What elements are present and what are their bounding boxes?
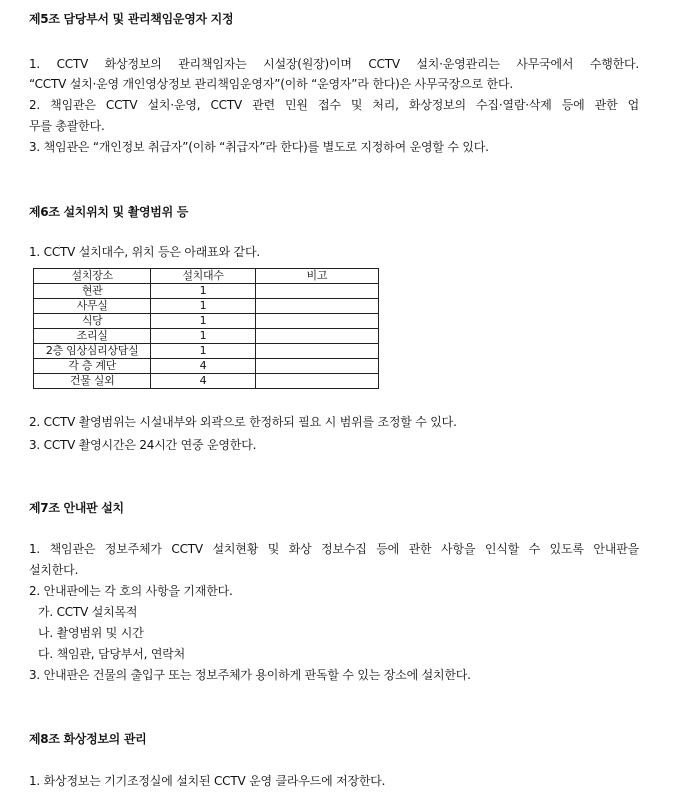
article-8-title: 제8조 화상정보의 관리: [29, 732, 147, 746]
article-8-line-1: 1. 화상정보는 기기조정실에 설치된 CCTV 운영 클라우드에 저장한다.: [29, 774, 386, 788]
cctv-location-table: [33, 268, 379, 389]
table-header-row: [34, 269, 379, 284]
table-cell-count: 1: [151, 284, 255, 299]
table-cell-note: [255, 374, 378, 389]
article-7-item-ga: 가. CCTV 설치목적: [38, 605, 138, 619]
table-cell-location: 사무실: [34, 299, 151, 314]
article-7-line-4: 3. 안내판은 건물의 출입구 또는 정보주체가 용이하게 판독할 수 있는 장소에 설치한다.: [29, 668, 471, 682]
table-cell-location: 조리실: [34, 329, 151, 344]
article-7-item-na: 나. 촬영범위 및 시간: [38, 626, 144, 640]
article-7-line-1: 1. 책임관은 정보주체가 CCTV 설치현황 및 화상 정보수집 등에 관한 사항을 인식할 수 있도록 안내판을: [29, 542, 639, 556]
article-6-title: 제6조 설치위치 및 촬영범위 등: [29, 205, 189, 219]
table-header-note: 비고: [255, 269, 378, 284]
article-5-line-5: 3. 책임관은 “개인정보 취급자”(이하 “취급자”라 한다)를 별도로 지정하여 운영할 수 있다.: [29, 140, 489, 154]
table-cell-count: 4: [151, 374, 255, 389]
table-cell-location: 현관: [34, 284, 151, 299]
article-5-title: 제5조 담당부서 및 관리책임운영자 지정: [29, 12, 234, 26]
table-cell-note: [255, 329, 378, 344]
table-row: [34, 314, 379, 329]
article-6-intro: 1. CCTV 설치대수, 위치 등은 아래표와 같다.: [29, 245, 260, 259]
article-6-line-3: 3. CCTV 촬영시간은 24시간 연중 운영한다.: [29, 438, 257, 452]
table-cell-location: 건물 실외: [34, 374, 151, 389]
article-7-line-2: 설치한다.: [29, 563, 79, 577]
table-cell-count: 1: [151, 299, 255, 314]
table-cell-count: 1: [151, 329, 255, 344]
table-cell-count: 1: [151, 314, 255, 329]
article-7-title: 제7조 안내판 설치: [29, 501, 124, 515]
table-cell-location: 각 층 계단: [34, 359, 151, 374]
table-header-count: 설치대수: [151, 269, 255, 284]
article-5-line-3: 2. 책임관은 CCTV 설치·운영, CCTV 관련 민원 접수 및 처리, 화상정보의 수집·열람·삭제 등에 관한 업: [29, 98, 639, 112]
article-5-line-1: 1. CCTV 화상정보의 관리책임자는 시설장(원장)이며 CCTV 설치·운영관리는 사무국에서 수행한다.: [29, 57, 639, 71]
table-cell-note: [255, 314, 378, 329]
article-7-item-da: 다. 책임관, 담당부서, 연락처: [38, 647, 185, 661]
article-5-line-4: 무를 총괄한다.: [29, 119, 105, 133]
article-6-line-2: 2. CCTV 촬영범위는 시설내부와 외곽으로 한정하되 필요 시 범위를 조정할 수 있다.: [29, 415, 457, 429]
table-row: [34, 299, 379, 314]
table-cell-note: [255, 359, 378, 374]
article-7-line-3: 2. 안내판에는 각 호의 사항을 기재한다.: [29, 584, 233, 598]
table-cell-note: [255, 299, 378, 314]
table-header-location: 설치장소: [34, 269, 151, 284]
table-cell-count: 4: [151, 359, 255, 374]
table-cell-note: [255, 284, 378, 299]
table-cell-note: [255, 344, 378, 359]
table-cell-location: 2층 임상심리상담실: [34, 344, 151, 359]
table-cell-count: 1: [151, 344, 255, 359]
table-row: [34, 374, 379, 389]
table-row: [34, 329, 379, 344]
article-5-line-2: “CCTV 설치·운영 개인영상정보 관리책임운영자”(이하 “운영자”라 한다)은 사무국장으로 한다.: [29, 77, 513, 91]
table-cell-location: 식당: [34, 314, 151, 329]
table-row: [34, 284, 379, 299]
table-row: [34, 344, 379, 359]
table-row: [34, 359, 379, 374]
